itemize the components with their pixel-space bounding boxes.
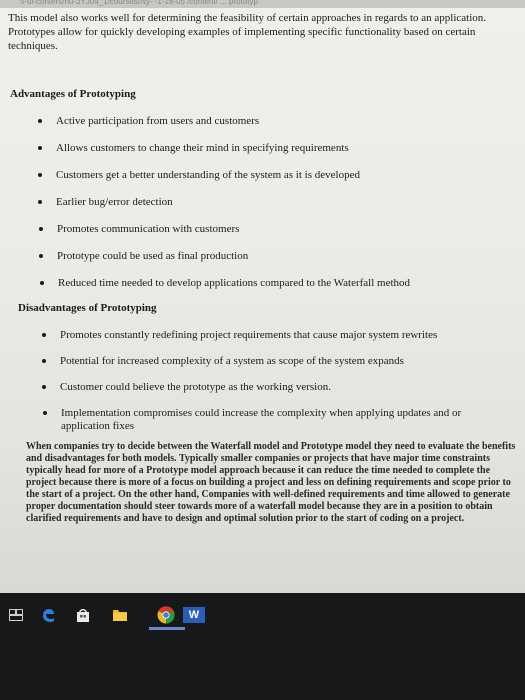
word-icon-label: W (188, 609, 200, 621)
advantages-heading: Advantages of Prototyping (10, 88, 136, 100)
store-icon[interactable] (75, 607, 91, 623)
document-content: This model also works well for determining the feasibility of certain approaches in regards to an application. Prototypes allow for quickly developing examples of implementing specific functionality based on certain techniques. Advantages of Prototyping Active participation from users and customers Allows customers to change their mind in specifying requirements Customers get a better understanding of the system as it is developed Earlier bug/error detection Promotes communication with customers Prototype could be used as final production Reduced time needed to develop applications compared to the Waterfall method Disadvantages of Prototyping Promotes constantly redefining project requirements that cause major system rewrites Potential for increased complexity of a system as scope of the system expands Customer could believe the prototype as the working version. Implementation compromises could increase the complexity when applying updates and or application fixes When companies try to decide between the Waterfall model and Prototype model they need to evaluate the benefits and disadvantages for both models. Typically smaller companies or projects that have major time constraints typically head for more of a Prototype model approach because it can reduce the time needed to complete the project because there is more of a focus on building a project and less on defining requirements and scope prior to the start of a project. On the other hand, Companies with well-defined requirements and time allowed to generate proper documentation should steer towards more of a waterfall model because they are in a position to obtain clarified requirements and have to design and optimal solution prior to the start of coding on a project. (8, 12, 516, 524)
intro-paragraph: This model also works well for determining the feasibility of certain approaches in regards to an application. Prototypes allow for quickly developing examples of implementing specific functionality based on certain techniques. (8, 12, 487, 52)
task-view-icon[interactable] (8, 607, 24, 623)
disadvantages-heading: Disadvantages of Prototyping (18, 302, 157, 314)
taskbar (0, 593, 525, 700)
file-explorer-icon[interactable] (112, 607, 128, 623)
closing-paragraph: When companies try to decide between the Waterfall model and Prototype model they need to evaluate the benefits and disadvantages for both models. Typically smaller companies or projects that have major time constraints typically head for more of a Prototype model approach because it can reduce the time needed to complete the project because there is more of a focus on building a project and less on defining requirements and scope prior to the start of a project. On the other hand, Companies with well-defined requirements and time allowed to generate proper documentation should steer towards more of a waterfall model because they are in a position to obtain clarified requirements and have to design and optimal solution prior to the start of coding on a project. (26, 441, 516, 524)
chrome-icon[interactable] (155, 605, 177, 625)
browser-url-strip (0, 0, 525, 8)
active-app-indicator (149, 627, 185, 630)
edge-browser-icon[interactable] (40, 607, 56, 623)
browser-url-text: 5-ui-content/nu-3YJ04_1/courses/Ny- -1-16-05 /content/ ... prototyp (20, 0, 258, 6)
word-icon[interactable] (183, 607, 205, 623)
document-page (0, 8, 525, 593)
